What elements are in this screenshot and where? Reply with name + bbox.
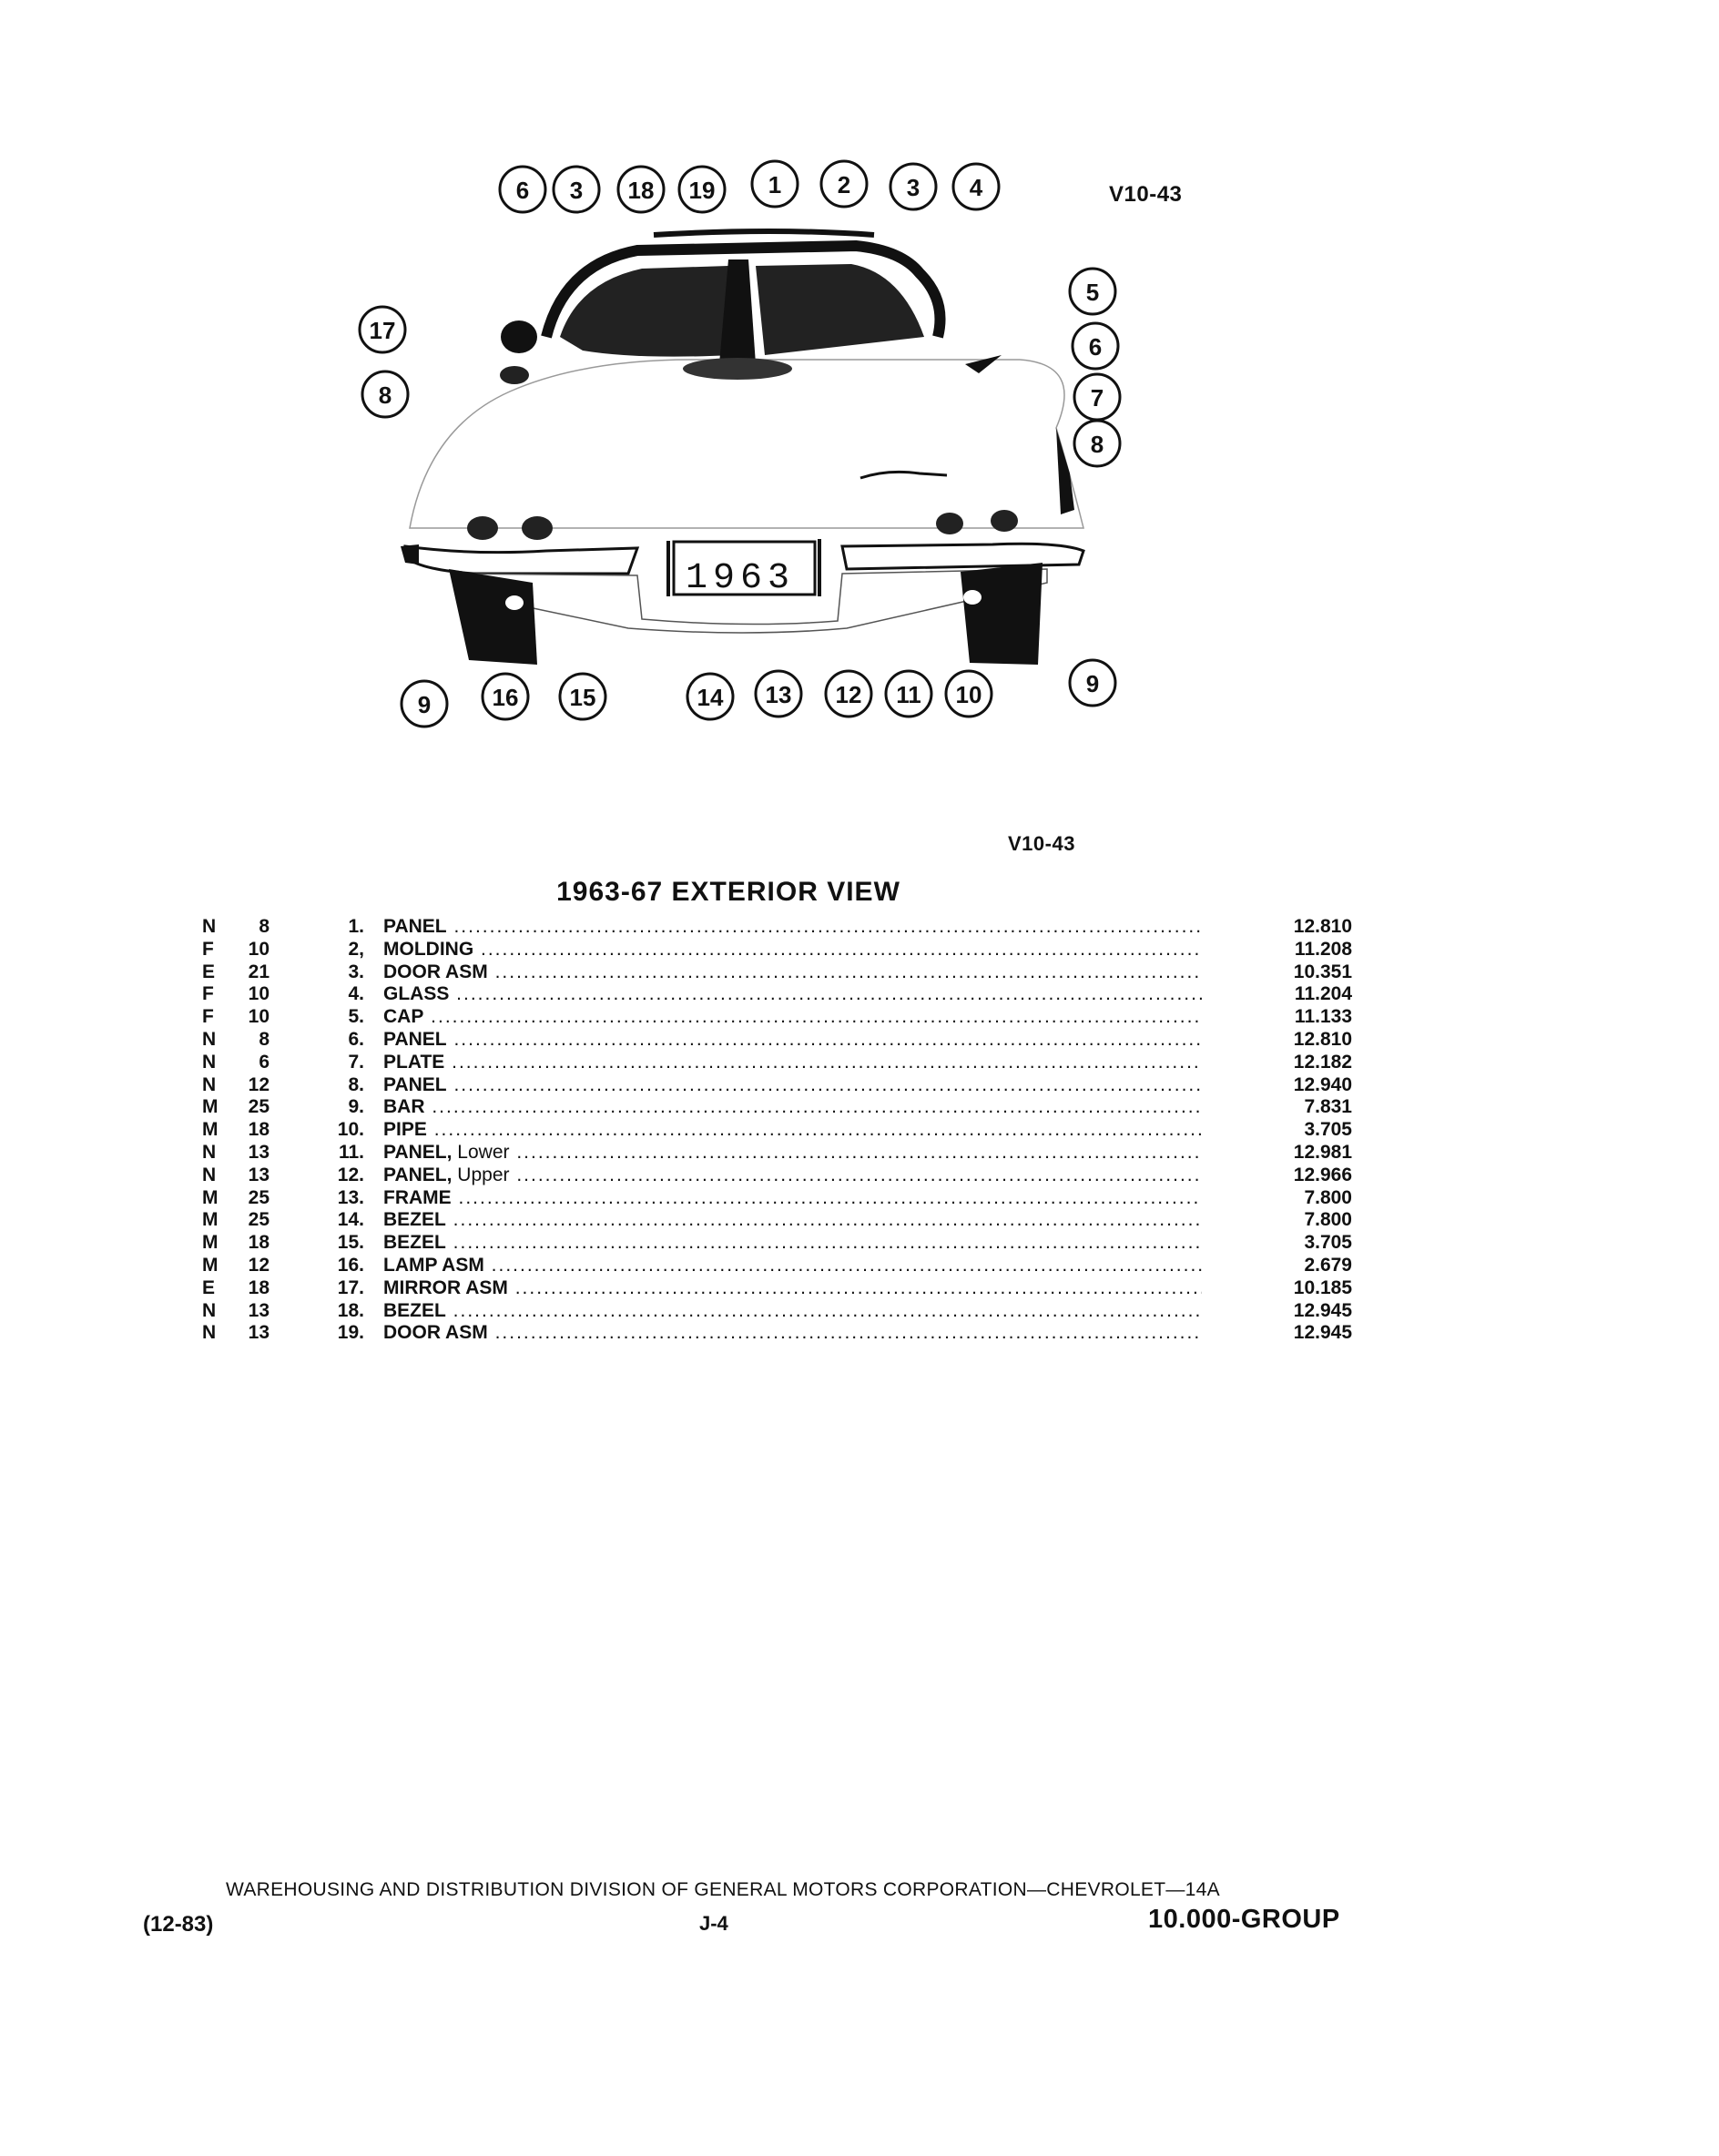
part-group-ref: 11.204 (1294, 983, 1352, 1005)
part-section-letter: F (202, 938, 214, 960)
part-section-number: 10 (248, 983, 270, 1005)
callout-19 (679, 167, 725, 212)
part-item-number: 6. (348, 1028, 364, 1050)
part-name-text: DOOR ASM (383, 961, 488, 982)
part-name-text: BAR (383, 1096, 425, 1118)
part-section-number: 21 (248, 961, 270, 982)
callout-label: 12 (835, 681, 862, 708)
part-description: Lower (457, 1141, 510, 1163)
part-item-number: 17. (337, 1276, 364, 1298)
part-description: Upper (457, 1164, 510, 1185)
part-name (383, 916, 1202, 939)
callout-label: 5 (1085, 279, 1100, 306)
part-section-number: 10 (248, 938, 270, 960)
part-name-text: PIPE (383, 1119, 427, 1141)
part-row (191, 1119, 1352, 1142)
part-group-ref: 10.351 (1293, 961, 1352, 982)
callout-7 (1074, 374, 1120, 420)
part-group-ref: 12.182 (1293, 1051, 1352, 1073)
part-name-text: PLATE (383, 1051, 445, 1073)
callout-14 (687, 674, 733, 719)
part-name-text: PANEL, (383, 1141, 453, 1163)
part-item-number: 3. (348, 961, 364, 982)
callout-6 (500, 167, 545, 212)
part-name (383, 983, 1202, 1006)
part-section-number: 25 (248, 1096, 270, 1118)
part-name-text: BEZEL (383, 1299, 446, 1321)
part-item-number: 16. (337, 1254, 364, 1276)
part-section-letter: N (202, 1028, 217, 1050)
callout-1 (752, 161, 798, 207)
part-name-text: FRAME (383, 1186, 452, 1208)
part-group-ref: 7.831 (1304, 1096, 1352, 1118)
part-section-number: 18 (248, 1276, 270, 1298)
part-section-number: 25 (248, 1186, 270, 1208)
part-section-letter: N (202, 1322, 217, 1344)
callout-15 (560, 674, 605, 719)
part-row (191, 1232, 1352, 1255)
part-name (383, 1119, 1202, 1142)
part-section-number: 12 (248, 1073, 270, 1095)
callout-18 (618, 167, 664, 212)
callout-label: 9 (417, 691, 432, 718)
part-name-text: DOOR ASM (383, 1322, 488, 1344)
part-group-ref: 12.945 (1293, 1299, 1352, 1321)
part-section-number: 18 (248, 1119, 270, 1141)
callout-label: 16 (492, 684, 519, 711)
part-name (383, 1029, 1202, 1052)
part-row (191, 1074, 1352, 1097)
part-row (191, 1322, 1352, 1345)
part-name-text: PANEL (383, 1073, 447, 1095)
part-section-letter: N (202, 1164, 217, 1185)
part-group-ref: 3.705 (1304, 1119, 1352, 1141)
license-plate-text: 1963 (686, 558, 796, 599)
callout-label: 8 (1090, 431, 1104, 458)
part-section-number: 10 (248, 1006, 270, 1028)
part-name (383, 1142, 1202, 1164)
callout-label: 3 (569, 177, 584, 204)
part-name-text: PANEL (383, 1028, 447, 1050)
callout-16 (483, 674, 528, 719)
part-name (383, 1277, 1202, 1300)
callout-label: 3 (906, 174, 921, 201)
part-section-letter: N (202, 1051, 217, 1073)
part-group-ref: 3.705 (1304, 1232, 1352, 1254)
part-name-text: CAP (383, 1006, 424, 1028)
part-section-number: 25 (248, 1209, 270, 1231)
part-section-letter: N (202, 1299, 217, 1321)
callout-label: 8 (378, 381, 392, 409)
part-name (383, 961, 1202, 984)
part-group-ref: 12.810 (1293, 916, 1352, 937)
callout-8 (362, 371, 408, 417)
callout-label: 14 (697, 684, 724, 711)
part-group-ref: 11.208 (1294, 938, 1352, 960)
callout-17 (360, 307, 405, 352)
callout-9 (1070, 660, 1115, 706)
part-row (191, 939, 1352, 961)
part-name (383, 939, 1202, 961)
callout-9 (402, 681, 447, 727)
part-row (191, 1187, 1352, 1210)
part-row (191, 983, 1352, 1006)
callout-11 (886, 671, 931, 717)
part-item-number: 14. (337, 1209, 364, 1231)
part-section-letter: M (202, 1186, 219, 1208)
part-section-number: 13 (248, 1164, 270, 1185)
part-row (191, 1164, 1352, 1187)
part-name-text: BEZEL (383, 1209, 446, 1231)
part-row (191, 916, 1352, 939)
callout-3 (890, 164, 936, 209)
part-name-text: GLASS (383, 983, 450, 1005)
part-section-letter: M (202, 1119, 219, 1141)
part-section-letter: F (202, 1006, 214, 1028)
callout-5 (1070, 269, 1115, 314)
part-row (191, 1300, 1352, 1323)
parts-list (191, 916, 1352, 1345)
part-row (191, 1029, 1352, 1052)
part-group-ref: 12.981 (1293, 1141, 1352, 1163)
callout-label: 6 (515, 177, 530, 204)
callout-2 (821, 161, 867, 207)
part-item-number: 18. (337, 1299, 364, 1321)
part-name (383, 1232, 1202, 1255)
part-section-number: 8 (259, 916, 270, 937)
part-section-letter: E (202, 1276, 216, 1298)
callout-label: 4 (969, 174, 983, 201)
callout-label: 13 (765, 681, 792, 708)
part-group-ref: 12.966 (1293, 1164, 1352, 1185)
part-name-text: PANEL, (383, 1164, 453, 1185)
footer-division: WAREHOUSING AND DISTRIBUTION DIVISION OF GENERAL MOTORS CORPORATION—CHEVROLET—14A (226, 1879, 1220, 1900)
part-name (383, 1074, 1202, 1097)
diagram-code-top: V10-43 (1109, 182, 1183, 207)
page-title: 1963-67 EXTERIOR VIEW (556, 877, 900, 907)
part-row (191, 1052, 1352, 1074)
part-item-number: 2, (348, 938, 364, 960)
part-section-number: 13 (248, 1299, 270, 1321)
callout-label: 6 (1088, 333, 1103, 361)
part-group-ref: 12.810 (1293, 1028, 1352, 1050)
part-group-ref: 10.185 (1293, 1276, 1352, 1298)
callout-label: 19 (688, 177, 716, 204)
part-item-number: 10. (337, 1119, 364, 1141)
part-name (383, 1255, 1202, 1277)
part-name-text: PANEL (383, 916, 447, 937)
callout-6 (1073, 323, 1118, 369)
part-item-number: 5. (348, 1006, 364, 1028)
callout-label: 2 (837, 171, 851, 198)
footer-date: (12-83) (143, 1912, 214, 1937)
part-item-number: 7. (348, 1051, 364, 1073)
part-item-number: 19. (337, 1322, 364, 1344)
part-name-text: MIRROR ASM (383, 1276, 508, 1298)
part-name (383, 1096, 1202, 1119)
callout-10 (946, 671, 992, 717)
part-section-number: 12 (248, 1254, 270, 1276)
part-name (383, 1322, 1202, 1345)
part-item-number: 11. (338, 1141, 364, 1163)
part-group-ref: 7.800 (1304, 1186, 1352, 1208)
part-section-letter: M (202, 1232, 219, 1254)
part-section-number: 13 (248, 1141, 270, 1163)
callout-label: 1 (768, 171, 782, 198)
callout-label: 18 (627, 177, 655, 204)
callout-label: 15 (569, 684, 596, 711)
car-rear-illustration (401, 231, 1083, 665)
part-item-number: 15. (337, 1232, 364, 1254)
part-row (191, 1096, 1352, 1119)
part-section-number: 18 (248, 1232, 270, 1254)
callout-3 (554, 167, 599, 212)
part-section-number: 8 (259, 1028, 270, 1050)
part-group-ref: 11.133 (1294, 1006, 1352, 1028)
part-section-letter: M (202, 1254, 219, 1276)
part-group-ref: 12.940 (1293, 1073, 1352, 1095)
part-name (383, 1006, 1202, 1029)
part-group-ref: 12.945 (1293, 1322, 1352, 1344)
part-item-number: 4. (348, 983, 364, 1005)
part-item-number: 1. (348, 916, 364, 937)
part-row (191, 1255, 1352, 1277)
footer-page-number: J-4 (699, 1912, 728, 1935)
part-section-number: 6 (259, 1051, 270, 1073)
part-section-number: 13 (248, 1322, 270, 1344)
part-name (383, 1052, 1202, 1074)
callout-label: 17 (369, 317, 396, 344)
part-name-text: MOLDING (383, 938, 474, 960)
part-section-letter: N (202, 1141, 217, 1163)
part-group-ref: 7.800 (1304, 1209, 1352, 1231)
part-row (191, 1142, 1352, 1164)
callout-label: 10 (955, 681, 982, 708)
part-name-text: BEZEL (383, 1232, 446, 1254)
footer-group: 10.000-GROUP (1148, 1905, 1340, 1934)
part-name (383, 1209, 1202, 1232)
part-section-letter: N (202, 916, 217, 937)
part-section-letter: N (202, 1073, 217, 1095)
part-item-number: 8. (348, 1073, 364, 1095)
part-item-number: 9. (348, 1096, 364, 1118)
part-name (383, 1300, 1202, 1323)
callout-label: 11 (896, 681, 921, 708)
part-name-text: LAMP ASM (383, 1254, 484, 1276)
exterior-view-diagram (0, 0, 1719, 819)
callout-label: 9 (1085, 670, 1100, 697)
callout-4 (953, 164, 999, 209)
part-group-ref: 2.679 (1304, 1254, 1352, 1276)
part-item-number: 12. (337, 1164, 364, 1185)
callout-12 (826, 671, 871, 717)
part-row (191, 1209, 1352, 1232)
callout-13 (756, 671, 801, 717)
part-row (191, 961, 1352, 984)
part-row (191, 1006, 1352, 1029)
part-name (383, 1164, 1202, 1187)
diagram-code-bottom: V10-43 (1008, 832, 1075, 855)
part-name (383, 1187, 1202, 1210)
part-section-letter: E (202, 961, 216, 982)
callout-label: 7 (1090, 384, 1104, 412)
part-section-letter: M (202, 1209, 219, 1231)
part-row (191, 1277, 1352, 1300)
part-section-letter: M (202, 1096, 219, 1118)
part-section-letter: F (202, 983, 214, 1005)
callout-8 (1074, 421, 1120, 466)
part-item-number: 13. (337, 1186, 364, 1208)
